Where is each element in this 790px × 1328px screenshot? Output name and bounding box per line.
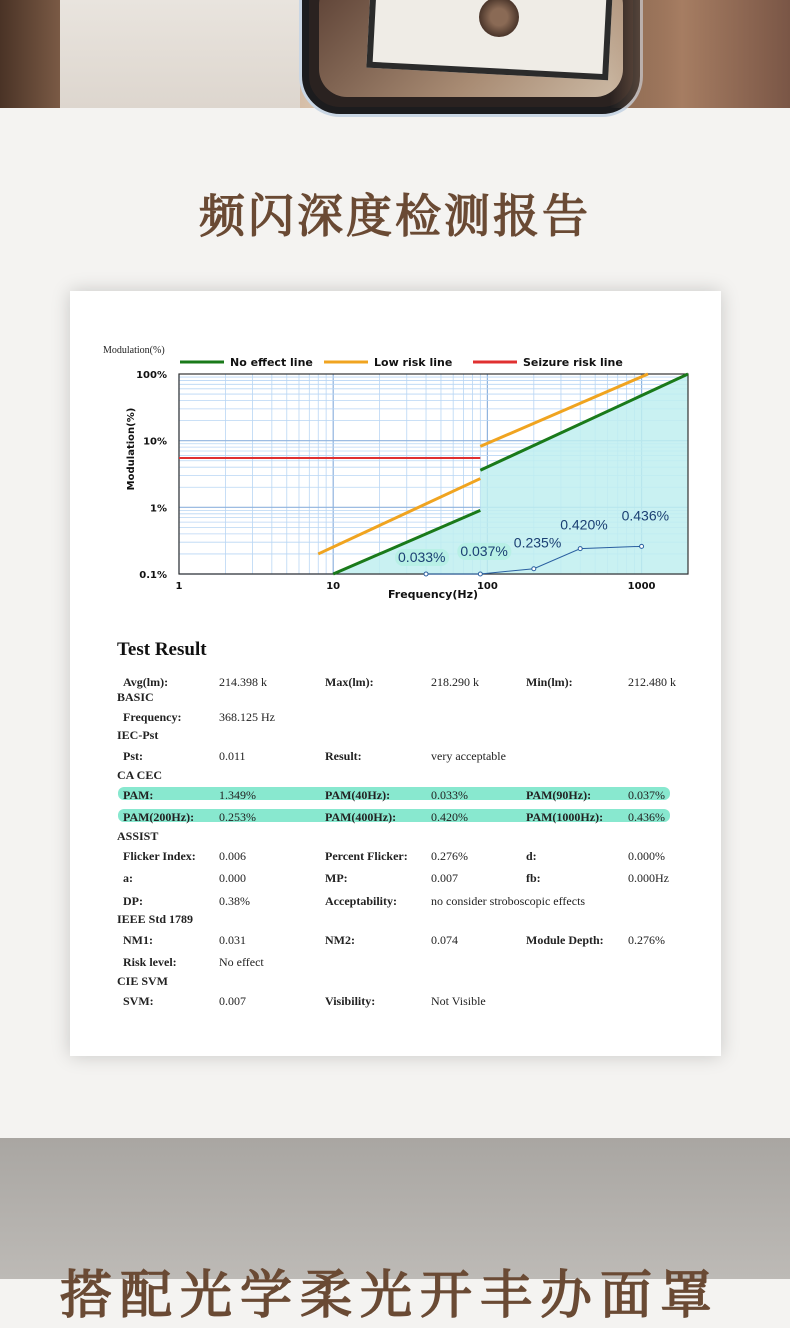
result-field-value: 368.125 Hz [219, 710, 275, 724]
result-field-label: Flicker Index: [123, 849, 196, 863]
photo-hand [610, 0, 790, 108]
measurement-point [532, 567, 536, 571]
result-field-label: NM2: [325, 933, 355, 947]
result-field-value: 0.011 [219, 749, 246, 763]
x-tick-label: 1 [175, 581, 183, 592]
next-section-title: 搭配光学柔光开丰办面罩 [60, 1266, 721, 1326]
result-field-label: PAM(1000Hz): [526, 810, 604, 824]
result-field-value: No effect [219, 955, 264, 969]
result-field-label: Max(lm): [325, 675, 374, 689]
test-result-title: Test Result [117, 639, 207, 660]
flicker-chart [70, 291, 721, 621]
result-field-label: Frequency: [123, 710, 182, 724]
x-axis-label: Frequency(Hz) [387, 588, 479, 601]
chart-legend [180, 356, 623, 369]
x-tick-label: 100 [476, 581, 498, 592]
phone-image [302, 0, 640, 114]
result-field-label: DP: [123, 894, 143, 908]
result-field-value: no consider stroboscopic effects [431, 894, 586, 908]
result-field-label: PAM(90Hz): [526, 788, 592, 802]
legend-label: No effect line [230, 356, 313, 369]
result-field-value: very acceptable [431, 749, 506, 763]
product-photo [0, 0, 790, 108]
legend-label: Low risk line [374, 356, 453, 369]
result-field-label: fb: [526, 871, 541, 885]
result-section-heading: BASIC [117, 690, 154, 704]
result-field-value: 0.033% [431, 788, 468, 802]
result-field-value: 0.007 [219, 994, 246, 1008]
y-tick-label: 100% [136, 370, 167, 381]
result-field-label: a: [123, 871, 133, 885]
result-field-value: 0.420% [431, 810, 468, 824]
result-section-heading: IEC-Pst [117, 728, 159, 742]
y-tick-label: 0.1% [139, 570, 167, 581]
result-section-heading: ASSIST [117, 829, 159, 843]
photo-shadow [0, 0, 60, 108]
result-section-heading: IEEE Std 1789 [117, 912, 194, 926]
result-field-label: Result: [325, 749, 362, 763]
result-field-value: 0.000Hz [628, 871, 669, 885]
measurement-point [640, 544, 644, 548]
report-card [70, 291, 721, 1056]
measurement-point [578, 547, 582, 551]
result-section-heading: CIE SVM [117, 974, 169, 988]
result-field-value: 0.253% [219, 810, 256, 824]
x-tick-label: 1000 [627, 581, 656, 592]
result-field-label: PAM(400Hz): [325, 810, 397, 824]
y-tick-label: 1% [150, 503, 167, 515]
measurement-point [478, 572, 482, 576]
measurement-label: 0.235% [513, 534, 562, 551]
measurement-label: 0.420% [560, 516, 608, 533]
result-field-label: PAM: [123, 788, 154, 802]
measurement-label: 0.037% [460, 543, 508, 559]
result-field-label: PAM(200Hz): [123, 810, 195, 824]
x-tick-label: 10 [326, 581, 341, 592]
result-field-label: NM1: [123, 933, 153, 947]
result-field-value: 0.000 [219, 871, 246, 885]
result-field-label: Visibility: [325, 994, 376, 1008]
page-title: 频闪深度检测报告 [199, 189, 591, 243]
result-field-value: 0.074 [431, 933, 458, 947]
measurement-label: 0.436% [621, 507, 670, 524]
result-field-label: Min(lm): [526, 675, 573, 689]
chart-title: Modulation(%) [103, 345, 165, 356]
result-field-value: 214.398 k [219, 675, 267, 689]
result-field-label: Avg(lm): [123, 675, 169, 689]
next-section-band [0, 1138, 790, 1326]
result-field-label: Pst: [123, 749, 143, 763]
result-field-value: 0.031 [219, 933, 246, 947]
result-field-label: MP: [325, 871, 348, 885]
result-field-value: 0.38% [219, 894, 250, 908]
phone-screen [319, 0, 623, 97]
result-field-label: Module Depth: [526, 933, 604, 947]
result-field-label: PAM(40Hz): [325, 788, 391, 802]
result-field-label: Risk level: [123, 955, 177, 969]
result-field-value: 0.006 [219, 849, 246, 863]
y-tick-label: 10% [143, 436, 167, 448]
result-field-value: 212.480 k [628, 675, 676, 689]
result-field-value: 0.037% [628, 788, 665, 802]
result-field-value: 218.290 k [431, 675, 479, 689]
result-field-value: 0.276% [431, 849, 468, 863]
result-field-value: 1.349% [219, 788, 256, 802]
result-field-label: Acceptability: [325, 894, 397, 908]
result-field-value: Not Visible [431, 994, 486, 1008]
result-section-heading: CA CEC [117, 768, 163, 782]
result-field-value: 0.436% [628, 810, 665, 824]
result-field-label: Percent Flicker: [325, 849, 408, 863]
result-field-value: 0.007 [431, 871, 458, 885]
result-field-value: 0.000% [628, 849, 665, 863]
result-field-label: SVM: [123, 994, 154, 1008]
result-field-value: 0.276% [628, 933, 665, 947]
measurement-point [424, 572, 428, 576]
y-axis-label: Modulation(%) [126, 407, 137, 491]
legend-label: Seizure risk line [523, 356, 623, 369]
result-field-label: d: [526, 849, 537, 863]
measurement-label: 0.033% [398, 549, 446, 565]
